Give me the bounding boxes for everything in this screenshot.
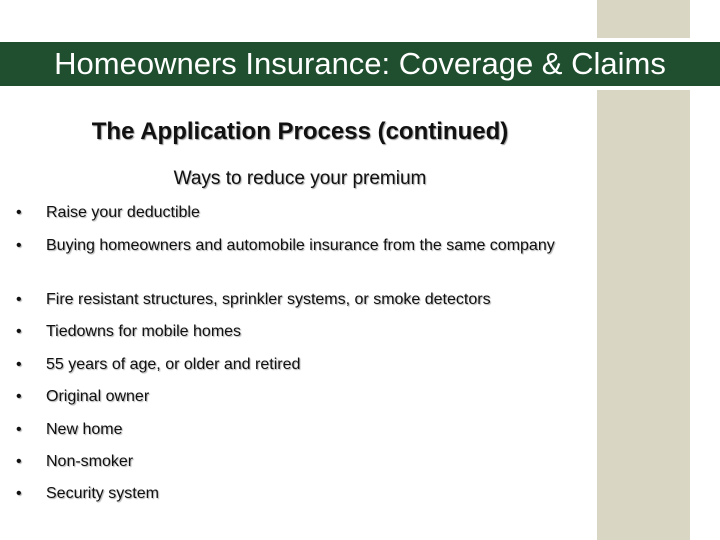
title-bar — [0, 38, 720, 90]
bullet-icon: • — [16, 204, 22, 221]
list-item-text: Original owner — [46, 388, 150, 405]
slide-subtitle: The Application Process (continued) — [91, 118, 509, 145]
list-item-text: Security system — [46, 485, 159, 502]
list-item-text: New home — [46, 421, 123, 438]
bullet-icon: • — [16, 485, 22, 502]
bullet-icon: • — [16, 356, 22, 373]
bullet-icon: • — [16, 291, 22, 308]
list-item-text: Raise your deductible — [46, 204, 200, 221]
section-heading: Ways to reduce your premium — [173, 168, 427, 189]
list-item-text: Tiedowns for mobile homes — [46, 323, 242, 340]
bullet-icon: • — [16, 323, 22, 340]
bullet-icon: • — [16, 237, 22, 254]
bullet-icon: • — [16, 388, 22, 405]
list-item-text: Non-smoker — [46, 453, 134, 470]
bullet-icon: • — [16, 453, 22, 470]
bullet-icon: • — [16, 421, 22, 438]
list-item-text: 55 years of age, or older and retired — [46, 356, 301, 373]
list-item-text: Buying homeowners and automobile insurance from the same company — [46, 237, 555, 254]
list-item-text: Fire resistant structures, sprinkler systems, or smoke detectors — [46, 291, 491, 308]
slide-title: Homeowners Insurance: Coverage & Claims — [0, 42, 720, 86]
